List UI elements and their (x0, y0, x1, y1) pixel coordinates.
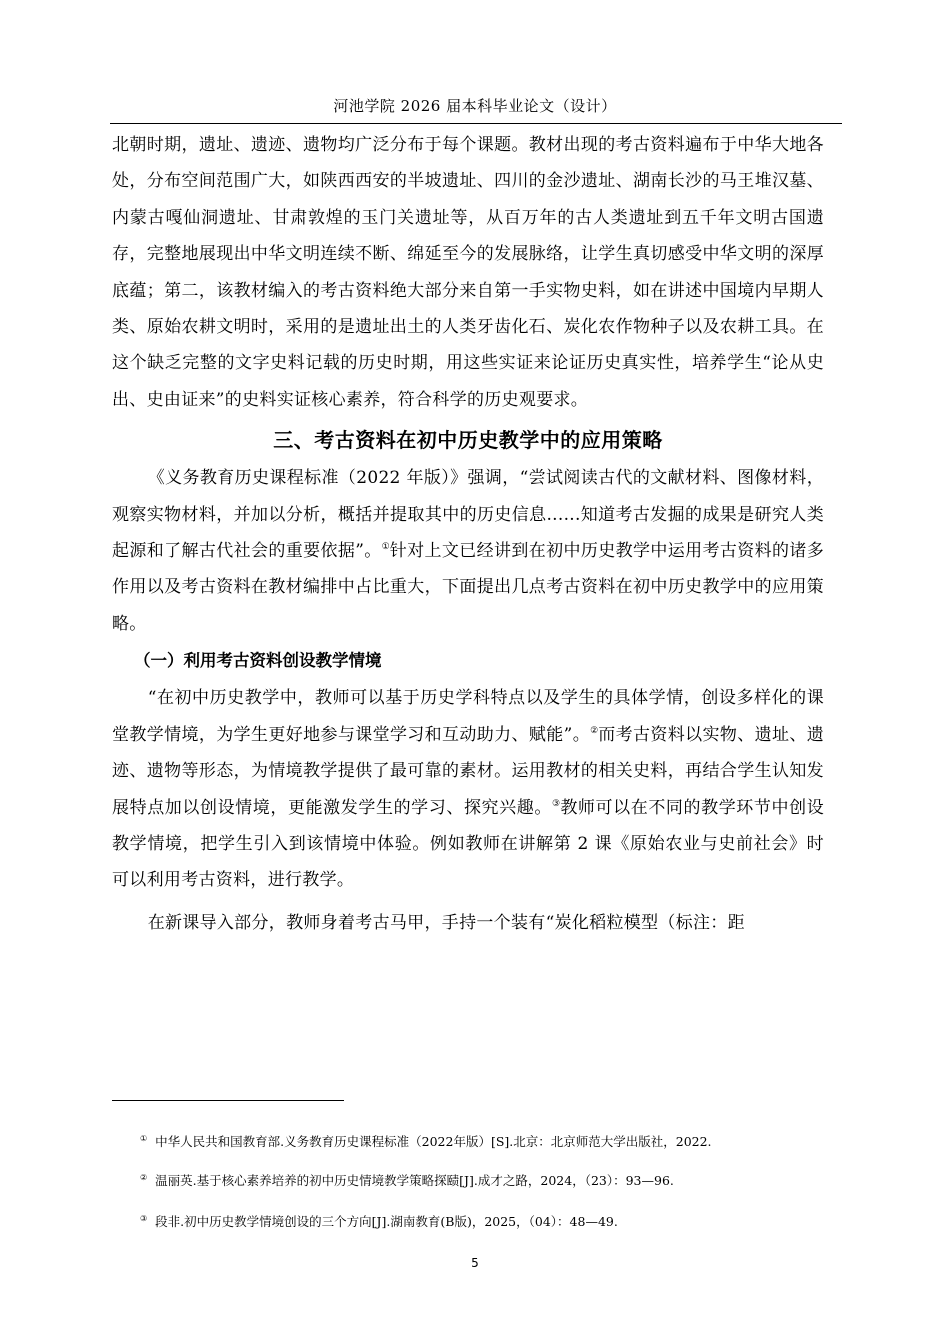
document-body (112, 127, 824, 941)
footnote-3 (140, 1211, 840, 1230)
footnote-ref-2[interactable]: ② (590, 725, 599, 736)
footnote-1 (140, 1131, 840, 1150)
paragraph-teaching-situation (112, 680, 824, 898)
page-header: 河池学院 2026 届本科毕业论文（设计） (333, 97, 617, 115)
paragraph-text: 针对上文已经讲到在初中历史教学中运用考古资料的诸多作用以及考古资料在教材编排中占比重大，下面提出几点考古资料在初中历史教学中的应用策略。 (112, 541, 824, 634)
paragraph-curriculum-standard (112, 460, 824, 642)
footnote-text: 段非.初中历史教学情境创设的三个方向[J].湖南教育(B版)，2025，（04）：48—49. (155, 1214, 618, 1229)
footnote-ref-1[interactable]: ① (381, 542, 390, 553)
footnote-separator (112, 1100, 344, 1101)
page-number: 5 (471, 1256, 479, 1270)
paragraph-lesson-intro: 在新课导入部分，教师身着考古马甲，手持一个装有“炭化稻粒模型（标注：距 (147, 912, 745, 933)
footnote-mark: ③ (140, 1214, 148, 1223)
header-rule (110, 123, 842, 124)
subsection-heading: （一）利用考古资料创设教学情境 (134, 651, 382, 671)
paragraph-text: “在初中历史教学中，教师可以基于历史学科特点以及学生的具体学情，创设多样化的课堂教学情境，为学生更好地参与课堂学习和互动助力、赋能”。 (112, 688, 824, 745)
section-heading: 三、考古资料在初中历史教学中的应用策略 (273, 428, 663, 453)
footnote-mark: ① (140, 1134, 148, 1143)
footnote-ref-3[interactable]: ③ (551, 798, 561, 809)
footnote-mark: ② (140, 1173, 148, 1182)
footnote-text: 温丽英.基于核心素养培养的初中历史情境教学策略探赜[J].成才之路，2024，（23）：93—96. (155, 1173, 674, 1188)
paragraph-text: 《义务教育历史课程标准（2022 年版）》强调，“尝试阅读古代的文献材料、图像材料，观察实物材料，并加以分析，概括并提取其中的历史信息......知道考古发掘的成果是研究人类起源和了解古代社会的重要依据”。 (112, 468, 824, 562)
footnote-2 (140, 1170, 840, 1189)
paragraph-continued: 北朝时期，遗址、遗迹、遗物均广泛分布于每个课题。教材出现的考古资料遍布于中华大地各处，分布空间范围广大，如陕西西安的半坡遗址、四川的金沙遗址、湖南长沙的马王堆汉墓、内蒙古嘎仙洞遗址、甘肃敦煌的玉门关遗址等，从百万年的古人类遗址到五千年文明古国遗存，完整地展现出中华文明连续不断、绵延至今的发展脉络，让学生真切感受中华文明的深厚底蕴；第二，该教材编入的考古资料绝大部分来自第一手实物史料，如在讲述中国境内早期人类、原始农耕文明时，采用的是遗址出土的人类牙齿化石、炭化农作物种子以及农耕工具。在这个缺乏完整的文字史料记载的历史时期，用这些实证来论证历史真实性，培养学生“论从史出、史由证来”的史料实证核心素养，符合科学的历史观要求。 (112, 135, 824, 410)
footnote-text: 中华人民共和国教育部.义务教育历史课程标准（2022年版）[S].北京：北京师范大学出版社，2022. (155, 1134, 712, 1149)
paragraph-text: 教师可以在不同的教学环节中创设教学情境，把学生引入到该情境中体验。例如教师在讲解第 2 课《原始农业与史前社会》时可以利用考古资料，进行教学。 (112, 797, 825, 891)
paragraph-text: 而考古资料以实物、遗址、遗迹、遗物等形态，为情境教学提供了最可靠的素材。运用教材的相关史料，再结合学生认知发展特点加以创设情境，更能激发学生的学习、探究兴趣。 (112, 724, 824, 818)
